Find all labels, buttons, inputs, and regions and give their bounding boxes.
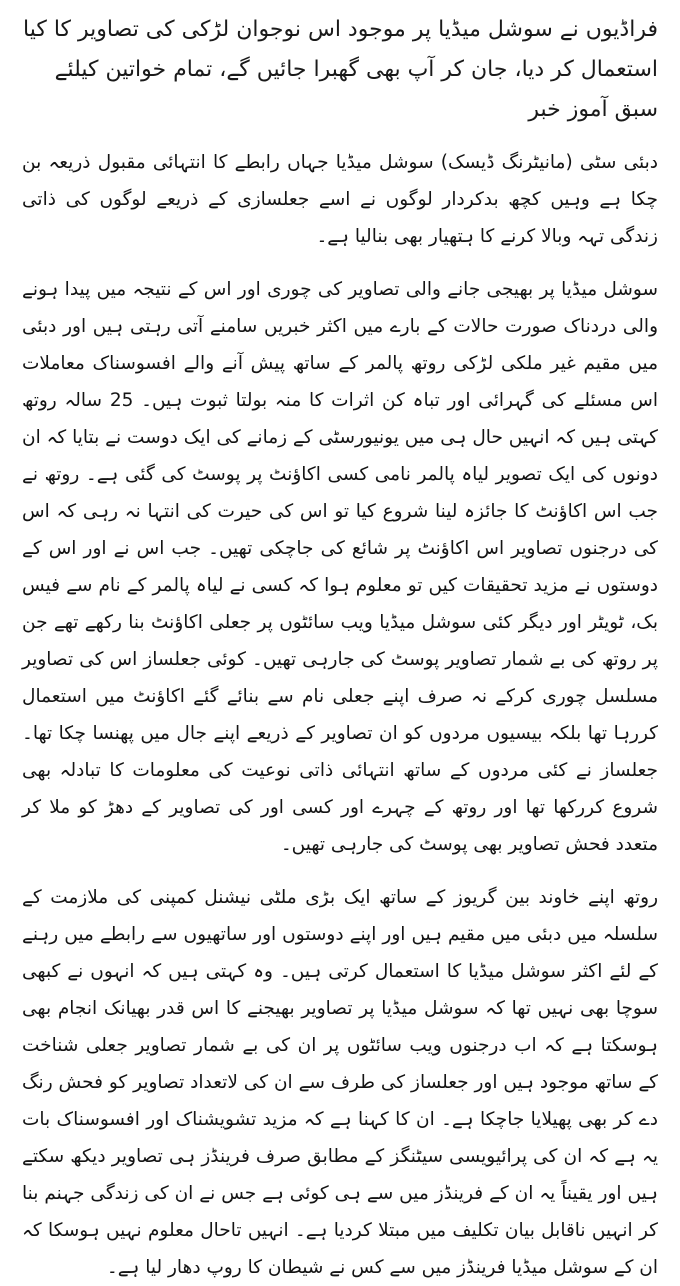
article-paragraph-intro: دبئی سٹی (مانیٹرنگ ڈیسک) سوشل میڈیا جہاں رابطے کا انتہائی مقبول ذریعہ بن چکا ہے وہیں کچھ بدکردار لوگوں نے اسے جعلسازی کے ذریعے لوگوں کی ذاتی زندگی تہہ وبالا کرنے کا ہتھیار بھی بنالیا ہے۔ [22, 152, 658, 247]
article-paragraph-closing: روتھ اپنے خاوند بین گریوز کے ساتھ ایک بڑی ملٹی نیشنل کمپنی کی ملازمت کے سلسلہ میں دبئی میں مقیم ہیں اور اپنے دوستوں اور ساتھیوں سے رابطے میں رہنے کے لئے اکثر سوشل میڈیا کا استعمال کرتی ہیں۔ وہ کہتی ہیں کہ انہوں نے کبھی سوچا بھی نہیں تھا کہ سوشل میڈیا پر تصاویر بھیجنے کا اس قدر بھیانک انجام بھی ہوسکتا ہے کہ اب درجنوں ویب سائٹوں پر ان کی بے شمار تصاویر جعلی شناخت کے ساتھ موجود ہیں اور جعلساز کی طرف سے ان کی لاتعداد تصاویر کو فحش رنگ دے کر بھی پھیلایا جاچکا ہے۔ ان کا کہنا ہے کہ مزید تشویشناک اور افسوسناک بات یہ ہے کہ ان کی پرائیویسی سیٹنگز کے مطابق صرف فرینڈز ہی تصاویر دیکھ سکتے ہیں اور یقیناً یہ ان کے فرینڈز میں سے ہی کوئی ہے جس نے ان کی زندگی جہنم بنا کر انہیں ناقابل بیان تکلیف میں مبتلا کردیا ہے۔ انہیں تاحال معلوم نہیں ہوسکا کہ ان کے سوشل میڈیا فرینڈز میں سے کس نے شیطان کا روپ دھار لیا ہے۔ [22, 887, 658, 1278]
article-headline: فراڈیوں نے سوشل میڈیا پر موجود اس نوجوان لڑکی کی تصاویر کا کیا استعمال کر دیا، جان کر آپ بھی گھبرا جائیں گے، تمام خواتین کیلئے سبق آموز خبر [23, 17, 658, 122]
article-paragraph-details: سوشل میڈیا پر بھیجی جانے والی تصاویر کی چوری اور اس کے نتیجہ میں پیدا ہونے والی دردناک صورت حالات کے بارے میں اکثر خبریں سامنے آتی رہتی ہیں اور دبئی میں مقیم غیر ملکی لڑکی روتھ پالمر کے ساتھ پیش آنے والے افسوسناک معاملات اس مسئلے کی گہرائی اور تباہ کن اثرات کا منہ بولتا ثبوت ہیں۔ 25 سالہ روتھ کہتی ہیں کہ انہیں حال ہی میں یونیورسٹی کے زمانے کی ایک دوست نے بتایا کہ ان دونوں کی ایک تصویر لیاہ پالمر نامی کسی اکاؤنٹ پر پوسٹ کی گئی ہے۔ روتھ نے جب اس اکاؤنٹ کا جائزہ لینا شروع کیا تو اس کی حیرت کی انتہا نہ رہی کہ اس کی درجنوں تصاویر اس اکاؤنٹ پر شائع کی جاچکی تھیں۔ جب اس نے اور اس کے دوستوں نے مزید تحقیقات کیں تو معلوم ہوا کہ کسی نے لیاہ پالمر کے نام سے فیس بک، ٹویٹر اور دیگر کئی سوشل میڈیا ویب سائٹوں پر جعلی اکاؤنٹ بنا رکھے تھے جن پر روتھ کی بے شمار تصاویر پوسٹ کی جارہی تھیں۔ کوئی جعلساز اس کی تصاویر مسلسل چوری کرکے نہ صرف اپنے جعلی نام سے بنائے گئے اکاؤنٹ میں استعمال کررہا تھا بلکہ بیسیوں مردوں کو ان تصاویر کے ذریعے اپنے جال میں پھنسا چکا تھا۔ جعلساز نے کئی مردوں کے ساتھ انتہائی ذاتی نوعیت کی معلومات کا تبادلہ بھی شروع کررکھا تھا اور روتھ کے چہرے اور کسی اور کی تصاویر کے دھڑ کو ملا کر متعدد فحش تصاویر بھی پوسٹ کی جارہی تھیں۔ [21, 279, 658, 855]
